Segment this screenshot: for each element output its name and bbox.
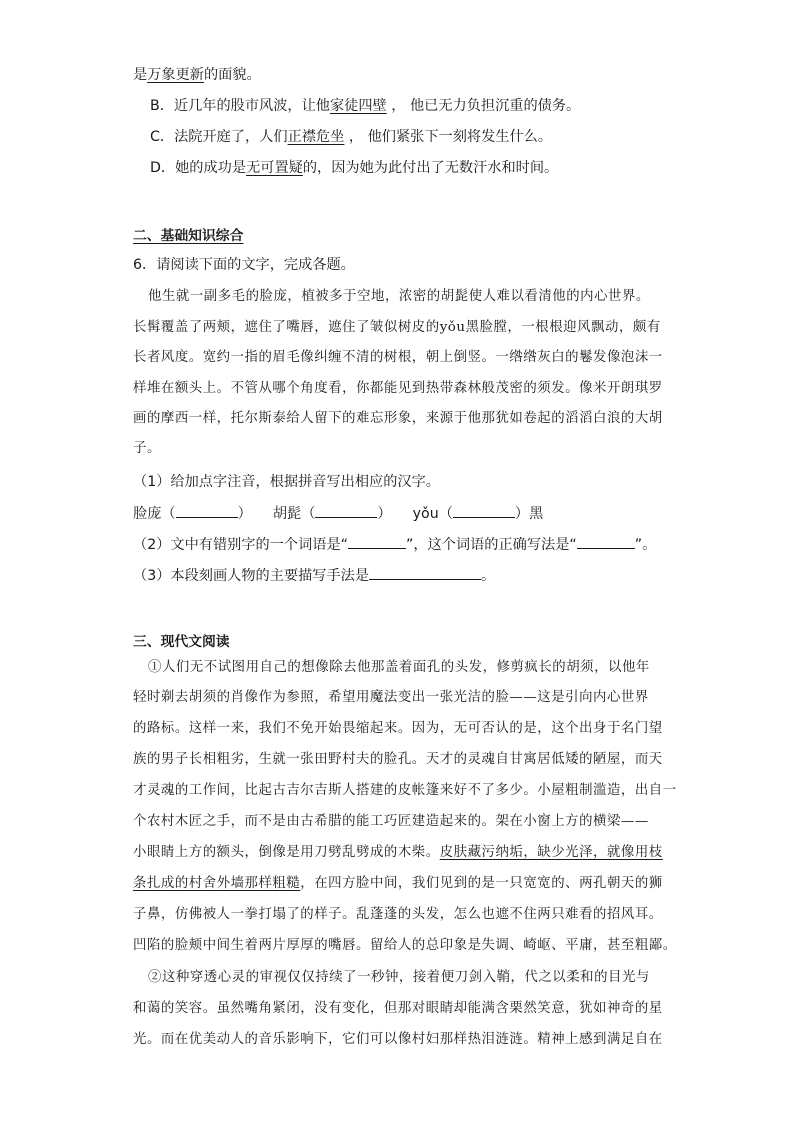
passage-line: 长者风度。宽约一指的眉毛像纠缠不清的树根，朝上倒竖。一绺绺灰白的鬈发像泡沫一 bbox=[133, 350, 663, 365]
passage-line: 他生就一副多毛的脸庞，植被多于空地，浓密的胡髭使人难以看清他的内心世界。 bbox=[148, 289, 650, 304]
question-6: 6．请阅读下面的文字，完成各题。 bbox=[133, 257, 355, 273]
fill-label: ） bbox=[237, 506, 252, 522]
question-text: 。 bbox=[481, 568, 496, 584]
section-3-title: 三、现代文阅读 bbox=[133, 634, 230, 650]
underlined-sentence: 条扎成的村舍外墙那样粗糙 bbox=[133, 876, 301, 891]
underlined-sentence: 皮肤藏污纳垢，缺少光泽，就像用枝 bbox=[439, 845, 663, 860]
fill-label: 脸庞（ bbox=[133, 506, 176, 522]
sub-question-2 bbox=[133, 534, 656, 555]
passage-line: 和蔼的笑容。虽然嘴角紧闭，没有变化，但那对眼睛却能满含栗然笑意，犹如神奇的星 bbox=[133, 1001, 663, 1016]
passage-text: ，在四方脸中间，我们见到的是一只宽宽的、两孔朝天的狮 bbox=[300, 876, 663, 891]
option-idiom: 正襟危坐 bbox=[287, 129, 345, 145]
question-text: （3）本段刻画人物的主要描写手法是 bbox=[133, 568, 370, 584]
option-text: B．近几年的股市风波，让他 bbox=[150, 98, 330, 114]
passage-line bbox=[133, 843, 663, 863]
passage-line: 凹陷的脸颊中间生着两片厚厚的嘴唇。留给人的总印象是失调、崎岖、平庸，甚至粗鄙。 bbox=[133, 938, 677, 953]
passage-line: 光。而在优美动人的音乐影响下，它们可以像村妇那样热泪涟涟。精神上感到满足自在 bbox=[133, 1032, 663, 1047]
option-b bbox=[150, 96, 580, 116]
answer-blank[interactable] bbox=[369, 565, 481, 580]
option-text: ， 他已无力负担沉重的债务。 bbox=[386, 98, 581, 114]
passage-line: 族的男子长相粗劣，生就一张田野村夫的脸孔。天才的灵魂自甘寓居低矮的陋屋，而天 bbox=[133, 752, 663, 767]
passage-line: 轻时剃去胡须的肖像作为参照，希望用魔法变出一张光洁的脸——这是引向内心世界 bbox=[133, 690, 649, 705]
option-idiom: 万象更新 bbox=[147, 67, 204, 83]
passage-line: 子鼻，仿佛被人一拳打塌了的样子。乱蓬蓬的头发，怎么也遮不住两只难看的招风耳。 bbox=[133, 907, 663, 922]
passage-text: 小眼睛上方的额头，倒像是用刀劈乱劈成的木柴。 bbox=[133, 845, 440, 860]
sub-question-3 bbox=[133, 565, 495, 586]
passage-line: 样堆在额头上。不管从哪个角度看，你都能见到热带森林般茂密的须发。像米开朗琪罗 bbox=[133, 381, 663, 396]
question-text: （2）文中有错别字的一个词语是“ bbox=[133, 537, 349, 553]
answer-blank[interactable] bbox=[348, 534, 406, 549]
option-text: 是 bbox=[133, 67, 148, 83]
fill-label: ） bbox=[377, 506, 392, 522]
option-idiom: 无可置疑 bbox=[246, 160, 303, 176]
option-c bbox=[150, 127, 552, 147]
option-d bbox=[150, 158, 558, 178]
passage-line: 长髯覆盖了两颊，遮住了嘴唇，遮住了皱似树皮的yǒu黑脸膛，一根根迎风飘动，颇有 bbox=[133, 320, 661, 335]
passage-line: 画的摩西一样，托尔斯泰给人留下的难忘形象，来源于他那犹如卷起的滔滔白浪的大胡 bbox=[133, 411, 663, 426]
passage-line: 的路标。这样一来，我们不免开始畏缩起来。因为，无可否认的是，这个出身于名门望 bbox=[133, 721, 663, 736]
passage-line bbox=[133, 874, 663, 894]
passage-line: 个农村木匠之手，而不是由古希腊的能工巧匠建造起来的。架在小窗上方的横梁—— bbox=[133, 814, 649, 829]
question-text: ”。 bbox=[634, 537, 657, 553]
option-text: C．法院开庭了，人们 bbox=[150, 129, 288, 145]
answer-blank[interactable] bbox=[577, 534, 635, 549]
sub-question-1: （1）给加点字注音，根据拼音写出相应的汉字。 bbox=[133, 474, 440, 490]
passage-line: ①人们无不试图用自己的想像除去他那盖着面孔的头发，修剪疯长的胡须，以他年 bbox=[148, 660, 650, 675]
passage-line: 才灵魂的工作间，比起古吉尔吉斯人搭建的皮帐篷来好不了多少。小屋粗制滥造，出自一 bbox=[133, 783, 677, 798]
option-text: 的，因为她为此付出了无数汗水和时间。 bbox=[302, 160, 559, 176]
answer-blank[interactable] bbox=[315, 503, 377, 518]
fill-label: yǒu（ bbox=[412, 506, 453, 522]
answer-blank[interactable] bbox=[176, 503, 238, 518]
answer-blank[interactable] bbox=[453, 503, 515, 518]
section-2-title: 二、基础知识综合 bbox=[133, 228, 244, 244]
passage-line: 子。 bbox=[133, 441, 161, 456]
option-text: D．她的成功是 bbox=[150, 160, 247, 176]
option-idiom: 家徒四壁 bbox=[329, 98, 387, 114]
question-text: ”，这个词语的正确写法是“ bbox=[406, 537, 577, 553]
fill-label: 胡髭（ bbox=[272, 506, 316, 522]
fill-in-row bbox=[133, 503, 543, 524]
option-text: 的面貌。 bbox=[203, 67, 261, 83]
passage-line: ②这种穿透心灵的审视仅仅持续了一秒钟，接着便刀剑入鞘，代之以柔和的目光与 bbox=[148, 970, 650, 985]
option-a-continuation bbox=[133, 65, 261, 85]
fill-label: ）黑 bbox=[514, 506, 544, 522]
option-text: ， 他们紧张下一刻将发生什么。 bbox=[344, 129, 553, 145]
